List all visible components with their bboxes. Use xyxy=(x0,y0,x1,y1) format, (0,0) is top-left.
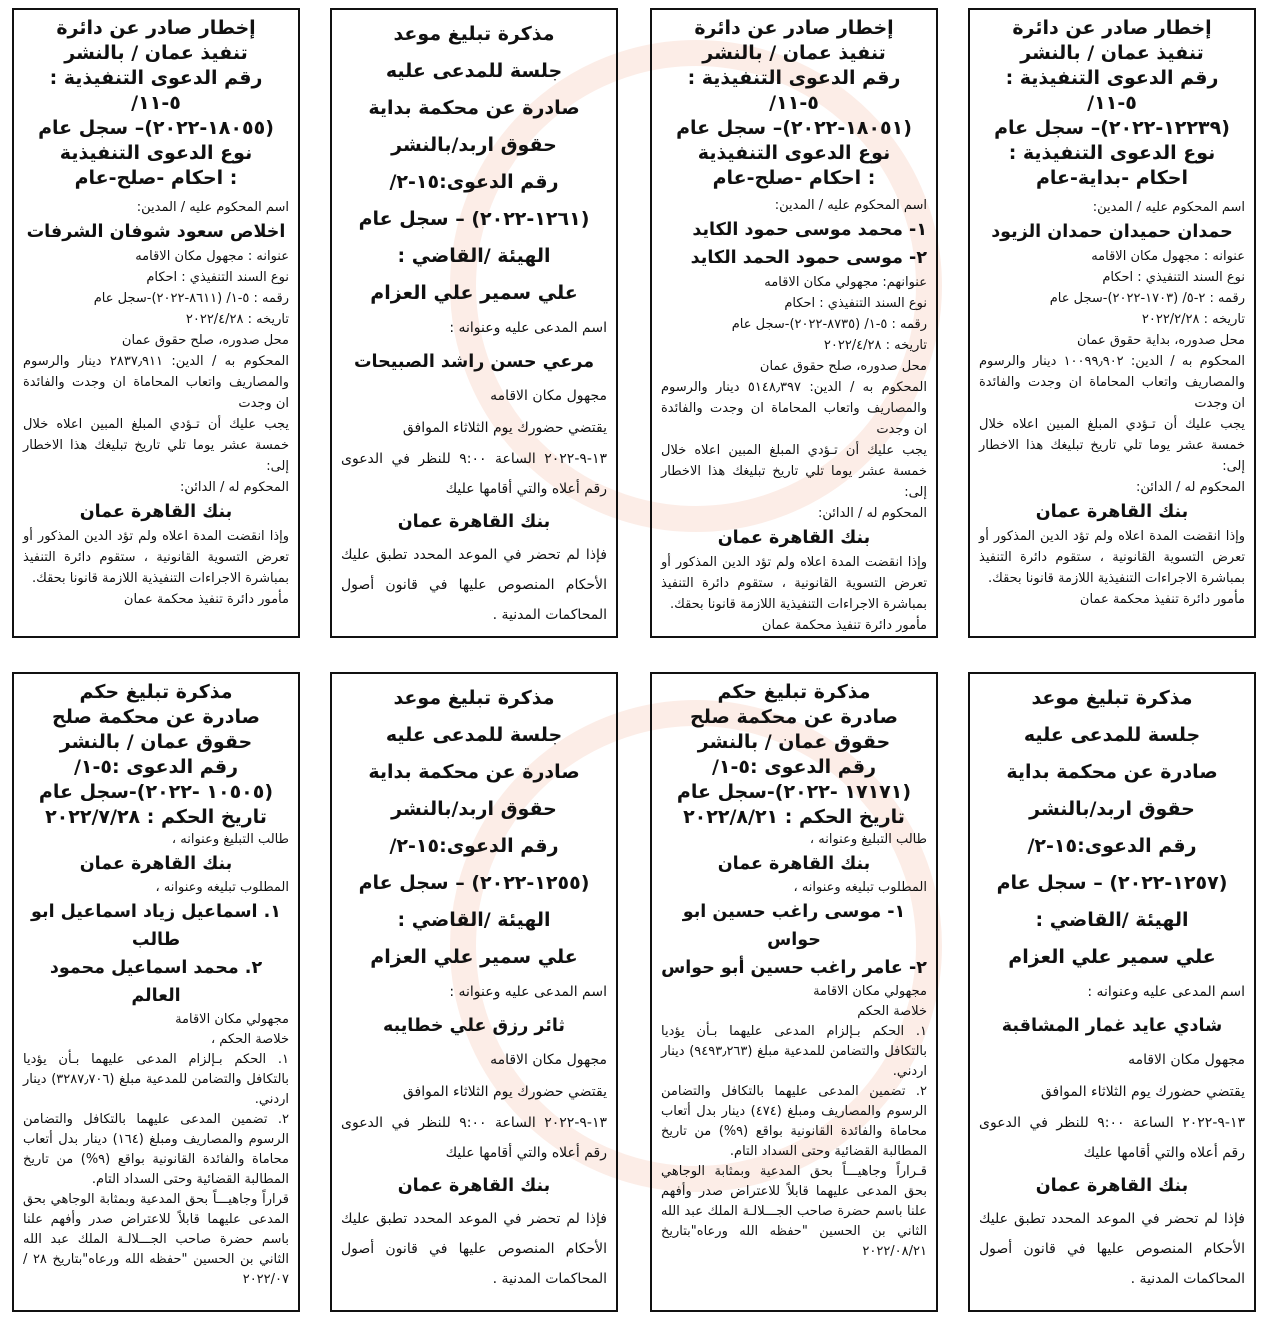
notice-heading: حقوق عمان / بالنشر xyxy=(59,731,253,753)
notice-heading: (١٨٠٥١-٢٠٢٢)– سجل عام xyxy=(676,117,912,139)
notice-heading: رقم الدعوى:١٥-٢/ xyxy=(389,835,559,857)
judge-name: علي سمير علي العزام xyxy=(1008,946,1216,968)
notice-execution-4 xyxy=(12,8,300,638)
judgment-date: تاريخ الحكم : ٢٠٢٢/٨/٢١ xyxy=(683,806,905,828)
served-label: المطلوب تبليغه وعنوانه ، xyxy=(793,880,927,895)
notice-heading: نوع الدعوى التنفيذية xyxy=(697,142,891,164)
address: مجهول مكان الاقامه xyxy=(490,1052,607,1068)
instrument-type: نوع السند التنفيذي : احكام xyxy=(784,296,927,311)
notice-heading: إخطار صادر عن دائرة xyxy=(56,17,256,39)
signature: مأمور دائرة تنفيذ محكمة عمان xyxy=(123,592,289,607)
notice-heading: رقم الدعوى التنفيذية : ٥-١١/ xyxy=(1005,67,1219,114)
warning-text: وإذا انقضت المدة اعلاه ولم تؤد الدين المذكور أو تعرض التسوية القانونية ، ستقوم دائرة التنفيذ بمباشرة الاجراءات التنفيذية اللازمة قانونا بحقك. xyxy=(979,529,1245,586)
notice-execution-1 xyxy=(968,8,1256,638)
instrument-date: تاريخه : ٢٠٢٢/٤/٢٨ xyxy=(823,338,927,353)
notice-heading: (١٢٦١-٢٠٢٢) – سجل عام xyxy=(358,208,590,230)
payment-instruction: يجب عليك أن تـؤدي المبلغ المبين اعلاه خلال خمسة عشر يوما تلي تاريخ تبليغك هذا الاخطار إلى: xyxy=(979,417,1245,474)
notice-heading: إخطار صادر عن دائرة xyxy=(694,17,894,39)
debtor-name: حمدان حميدان حمدان الزيود xyxy=(991,222,1233,242)
notice-heading: رقم الدعوى:١٥-٢/ xyxy=(389,171,559,193)
instrument-date: تاريخه : ٢٠٢٢/٢/٢٨ xyxy=(1141,312,1245,327)
instrument-type: نوع السند التنفيذي : احكام xyxy=(1102,270,1245,285)
notice-heading: رقم الدعوى :٥-١/ xyxy=(711,756,877,778)
payment-instruction: يجب عليك أن تـؤدي المبلغ المبين اعلاه خلال خمسة عشر يوما تلي تاريخ تبليغك هذا الاخطار إلى: xyxy=(661,443,927,500)
notice-heading: حقوق عمان / بالنشر xyxy=(697,731,891,753)
warning-text: فإذا لم تحضر في الموعد المحدد تطبق عليك الأحكام المنصوص عليها في قانون أصول المحاكمات المدنية . xyxy=(341,547,607,623)
hearing-time: ١٣-٩-٢٠٢٢ الساعة ٩:٠٠ للنظر في الدعوى رقم أعلاه والتي أقامها عليك xyxy=(341,1115,608,1161)
creditor-name: بنك القاهرة عمان xyxy=(1035,502,1189,522)
notice-heading: الهيئة /القاضي : xyxy=(1035,909,1189,931)
served-name: ١. اسماعيل زياد اسماعيل ابو طالب xyxy=(31,902,281,950)
notice-heading: مذكرة تبليغ حكم xyxy=(717,681,871,703)
notice-heading: (١٠٥٠٥ -٢٠٢٢)-سجل عام xyxy=(38,781,274,803)
served-name: ٢- عامر راغب حسين أبو حواس xyxy=(661,958,927,978)
notice-heading: مذكرة تبليغ موعد xyxy=(393,687,555,709)
notice-heading: رقم الدعوى التنفيذية : ٥-١١/ xyxy=(49,67,263,114)
issuer: محل صدوره، صلح حقوق عمان xyxy=(759,359,927,374)
hearing-time: ١٣-٩-٢٠٢٢ الساعة ٩:٠٠ للنظر في الدعوى رقم أعلاه والتي أقامها عليك xyxy=(979,1115,1246,1161)
judgment-item: ١. الحكم بـإلزام المدعى عليهما بـأن يؤديا بالتكافل والتضامن للمدعية مبلغ (٩٤٩٣٫٢٦٣) دينار اردني. xyxy=(661,1024,927,1079)
judgment-summary-label: خلاصة الحكم xyxy=(857,1004,927,1019)
debtor-label: اسم المحكوم عليه / المدين: xyxy=(774,198,927,213)
address: مجهولي مكان الاقامة xyxy=(175,1012,289,1027)
debtor-name: ٢- موسى حمود الحمد الكايد xyxy=(690,248,927,268)
address: عنوانهم: مجهولي مكان الاقامه xyxy=(764,275,927,290)
notice-heading: مذكرة تبليغ موعد xyxy=(393,23,555,45)
creditor-label: المحكوم له / الدائن: xyxy=(179,480,289,495)
notice-heading: نوع الدعوى التنفيذية : xyxy=(1008,142,1216,164)
signature: مأمور دائرة تنفيذ محكمة عمان xyxy=(761,618,927,633)
address: عنوانه : مجهول مكان الاقامه xyxy=(1091,249,1245,264)
instrument-number: رقمه : ٥-١/ (٨٧٣٥-٢٠٢٢)-سجل عام xyxy=(731,317,927,332)
notice-heading: صادرة عن محكمة بداية xyxy=(368,761,580,783)
instrument-type: نوع السند التنفيذي : احكام xyxy=(146,270,289,285)
debtor-name: ١- محمد موسى حمود الكايد xyxy=(692,220,927,240)
address: عنوانه : مجهول مكان الاقامه xyxy=(135,249,289,264)
address: مجهولي مكان الاقامة xyxy=(813,984,927,999)
notice-heading: صادرة عن محكمة بداية xyxy=(368,97,580,119)
defendant-label: اسم المدعى عليه وعنوانه : xyxy=(449,984,607,1000)
notice-hearing-3 xyxy=(330,8,618,638)
creditor-label: المحكوم له / الدائن: xyxy=(817,506,927,521)
warning-text: فإذا لم تحضر في الموعد المحدد تطبق عليك الأحكام المنصوص عليها في قانون أصول المحاكمات المدنية . xyxy=(341,1211,607,1287)
notice-heading: تنفيذ عمان / بالنشر xyxy=(1020,42,1204,64)
notice-heading: (١٧١٧١ -٢٠٢٢)-سجل عام xyxy=(676,781,912,803)
judgment-summary-label: خلاصة الحكم ، xyxy=(210,1032,289,1047)
defendant-name: مرعي حسن راشد الصبيحات xyxy=(353,352,595,372)
warning-text: وإذا انقضت المدة اعلاه ولم تؤد الدين المذكور أو تعرض التسوية القانونية ، ستقوم دائرة التنفيذ بمباشرة الاجراءات التنفيذية اللازمة قانونا بحقك. xyxy=(23,529,289,586)
warning-text: وإذا انقضت المدة اعلاه ولم تؤد الدين المذكور أو تعرض التسوية القانونية ، ستقوم دائرة التنفيذ بمباشرة الاجراءات التنفيذية اللازمة قانونا بحقك. xyxy=(661,555,927,612)
judgment-ruling: قراراً وجاهيـــاً بحق المدعية وبمثابة الوجاهي بحق المدعى عليهما قابلاً للاعتراض صدر وأفهم علنا باسم حضرة صاحب الجـــلالـة الملك عبد الله الثاني بن الحسين "حفظه الله ورعاه"بتاريخ ٢٨ /٢٠٢٢/٠٧ xyxy=(23,1192,290,1287)
plaintiff-name: بنك القاهرة عمان xyxy=(397,1176,551,1196)
requester-label: طالب التبليغ وعنوانه ، xyxy=(809,832,927,847)
requester-label: طالب التبليغ وعنوانه ، xyxy=(171,832,289,847)
instrument-number: رقمه : ٥-١/ (٨٦١١-٢٠٢٢)-سجل عام xyxy=(93,291,289,306)
issuer: محل صدوره، صلح حقوق عمان xyxy=(121,333,289,348)
hearing-day: يقتضي حضورك يوم الثلاثاء الموافق xyxy=(402,420,607,436)
debtor-label: اسم المحكوم عليه / المدين: xyxy=(1092,200,1245,215)
notice-heading: الهيئة /القاضي : xyxy=(397,909,551,931)
notice-judgment-6 xyxy=(650,672,938,1312)
notice-heading: مذكرة تبليغ موعد xyxy=(1031,687,1193,709)
notice-heading: تنفيذ عمان / بالنشر xyxy=(702,42,886,64)
served-label: المطلوب تبليغه وعنوانه ، xyxy=(155,880,289,895)
notice-heading: صادرة عن محكمة صلح xyxy=(690,706,898,728)
debt-amount: المحكوم به / الدين: ١٠٠٩٩٫٩٠٢ دينار والرسوم والمصاريف واتعاب المحاماة ان وجدت والفائدة ان وجدت xyxy=(979,354,1245,411)
notice-heading: : احكام -صلح-عام xyxy=(74,167,238,189)
notice-heading: جلسة للمدعى عليه xyxy=(385,724,563,746)
judgment-ruling: قـراراً وجاهيـــاً بحق المدعية وبمثابة الوجاهي بحق المدعى عليهما قابلاً للاعتراض صدر وأفهم علنا باسم حضرة صاحب الجـــلالـة الملك عبد الله الثاني بن الحسين "حفظه الله ورعاه"بتاريخ ٢٠٢٢/٠٨/٢١ xyxy=(661,1164,927,1259)
notice-heading: (١٢٥٥-٢٠٢٢) – سجل عام xyxy=(358,872,590,894)
signature: مأمور دائرة تنفيذ محكمة عمان xyxy=(1079,592,1245,607)
served-name: ١- موسى راغب حسين ابو حواس xyxy=(682,902,906,950)
notice-heading: الهيئة /القاضي : xyxy=(397,245,551,267)
notice-heading: رقم الدعوى التنفيذية : ٥-١١/ xyxy=(687,67,901,114)
warning-text: فإذا لم تحضر في الموعد المحدد تطبق عليك الأحكام المنصوص عليها في قانون أصول المحاكمات المدنية . xyxy=(979,1211,1245,1287)
notice-heading: نوع الدعوى التنفيذية xyxy=(59,142,253,164)
notice-heading: (١٢٢٣٩-٢٠٢٢)– سجل عام xyxy=(994,117,1230,139)
notice-hearing-5 xyxy=(968,672,1256,1312)
hearing-day: يقتضي حضورك يوم الثلاثاء الموافق xyxy=(1040,1084,1245,1100)
creditor-name: بنك القاهرة عمان xyxy=(79,502,233,522)
notice-heading: رقم الدعوى:١٥-٢/ xyxy=(1027,835,1197,857)
plaintiff-name: بنك القاهرة عمان xyxy=(397,512,551,532)
notice-hearing-7 xyxy=(330,672,618,1312)
payment-instruction: يجب عليك أن تـؤدي المبلغ المبين اعلاه خلال خمسة عشر يوما تلي تاريخ تبليغك هذا الاخطار إلى: xyxy=(23,417,289,474)
issuer: محل صدوره، بداية حقوق عمان xyxy=(1077,333,1245,348)
defendant-label: اسم المدعى عليه وعنوانه : xyxy=(1087,984,1245,1000)
hearing-day: يقتضي حضورك يوم الثلاثاء الموافق xyxy=(402,1084,607,1100)
debt-amount: المحكوم به / الدين: ٢٨٣٧٫٩١١ دينار والرسوم والمصاريف واتعاب المحاماة ان وجدت والفائدة ان وجدت xyxy=(23,354,289,411)
defendant-label: اسم المدعى عليه وعنوانه : xyxy=(449,320,607,336)
notice-heading: (١٨٠٥٥-٢٠٢٢)– سجل عام xyxy=(38,117,274,139)
debtor-label: اسم المحكوم عليه / المدين: xyxy=(136,200,289,215)
address: مجهول مكان الاقامه xyxy=(490,388,607,404)
defendant-name: شادي عايد غمار المشاقبة xyxy=(1001,1016,1223,1036)
notice-heading: حقوق اربد/بالنشر xyxy=(391,134,557,156)
notice-heading: جلسة للمدعى عليه xyxy=(385,60,563,82)
address: مجهول مكان الاقامه xyxy=(1128,1052,1245,1068)
judgment-date: تاريخ الحكم : ٢٠٢٢/٧/٢٨ xyxy=(45,806,267,828)
creditor-name: بنك القاهرة عمان xyxy=(717,528,871,548)
notice-heading: جلسة للمدعى عليه xyxy=(1023,724,1201,746)
instrument-number: رقمه : ٢-٥/ (١٧٠٣-٢٠٢٢)-سجل عام xyxy=(1049,291,1245,306)
notice-judgment-8 xyxy=(12,672,300,1312)
plaintiff-name: بنك القاهرة عمان xyxy=(1035,1176,1189,1196)
notice-heading: حقوق اربد/بالنشر xyxy=(1029,798,1195,820)
judgment-item: ١. الحكم بـإلزام المدعى عليهما بـأن يؤديا بالتكافل والتضامن للمدعية مبلغ (٣٢٨٧٫٧٠٦) دينار اردني. xyxy=(23,1052,289,1107)
notice-heading: صادرة عن محكمة صلح xyxy=(52,706,260,728)
judge-name: علي سمير علي العزام xyxy=(370,282,578,304)
notice-heading: : احكام -صلح-عام xyxy=(712,167,876,189)
creditor-label: المحكوم له / الدائن: xyxy=(1135,480,1245,495)
judge-name: علي سمير علي العزام xyxy=(370,946,578,968)
notice-heading: مذكرة تبليغ حكم xyxy=(79,681,233,703)
notice-heading: رقم الدعوى :٥-١/ xyxy=(73,756,239,778)
hearing-time: ١٣-٩-٢٠٢٢ الساعة ٩:٠٠ للنظر في الدعوى رقم أعلاه والتي أقامها عليك xyxy=(341,451,608,497)
judgment-item: ٢. تضمين المدعى عليهما بالتكافل والتضامن الرسوم والمصاريف ومبلغ (١٦٤) دينار بدل أتعاب محاماة والفائدة القانونية بواقع (٩%) من تاريخ المطالبة القضائية وحتى السداد التام. xyxy=(23,1112,289,1187)
notice-heading: حقوق اربد/بالنشر xyxy=(391,798,557,820)
debtor-name: اخلاص سعود شوفان الشرفات xyxy=(26,222,286,242)
requester-name: بنك القاهرة عمان xyxy=(717,854,871,874)
notice-heading: (١٢٥٧-٢٠٢٢) – سجل عام xyxy=(996,872,1228,894)
judgment-item: ٢. تضمين المدعى عليهما بالتكافل والتضامن الرسوم والمصاريف ومبلغ (٤٧٤) دينار بدل أتعاب محاماة والفائدة القانونية بواقع (٩%) من تاريخ المطالبة القضائية وحتى السداد التام. xyxy=(661,1084,927,1159)
notice-heading: تنفيذ عمان / بالنشر xyxy=(64,42,248,64)
served-name: ٢. محمد اسماعيل محمود العالم xyxy=(49,958,263,1006)
instrument-date: تاريخه : ٢٠٢٢/٤/٢٨ xyxy=(185,312,289,327)
notice-heading: صادرة عن محكمة بداية xyxy=(1006,761,1218,783)
notice-heading: احكام -بداية-عام xyxy=(1035,167,1189,189)
notice-execution-2 xyxy=(650,8,938,638)
debt-amount: المحكوم به / الدين: ٥١٤٨٫٣٩٧ دينار والرسوم والمصاريف واتعاب المحاماة ان وجدت والفائدة ان وجدت xyxy=(661,380,927,437)
requester-name: بنك القاهرة عمان xyxy=(79,854,233,874)
notice-heading: إخطار صادر عن دائرة xyxy=(1012,17,1212,39)
defendant-name: ثائر رزق علي خطايبه xyxy=(382,1016,566,1036)
